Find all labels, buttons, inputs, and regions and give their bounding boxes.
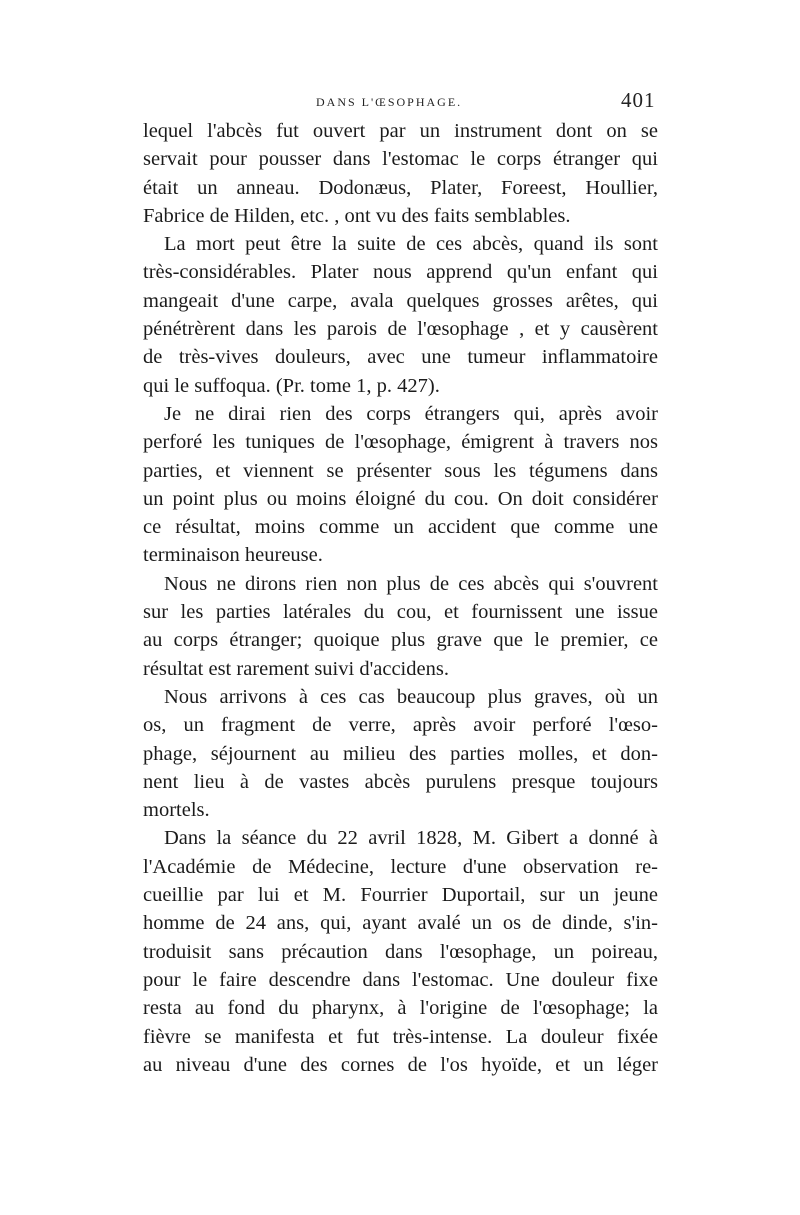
text-line: terminaison heureuse. [143,544,323,567]
text-line: l'Académie de Médecine, lecture d'une observation re- [143,855,658,878]
text-line: Je ne dirai rien des corps étrangers qui, après avoir [164,402,658,425]
text-line: perforé les tuniques de l'œsophage, émigrent à travers nos [143,431,658,454]
text-line: resta au fond du pharynx, à l'origine de l'œsophage; la [143,997,658,1020]
text-line: lequel l'abcès fut ouvert par un instrument dont on se [143,120,658,142]
text-line: os, un fragment de verre, après avoir perforé l'œso- [143,714,658,737]
text-line: était un anneau. Dodonæus, Plater, Foreest, Houllier, [143,176,658,199]
text-line: mangeait d'une carpe, avala quelques grosses arêtes, qui [143,289,658,312]
text-line: Dans la séance du 22 avril 1828, M. Gibert a donné à [164,827,658,850]
text-line: cueillie par lui et M. Fourrier Duportail, sur un jeune [143,884,658,907]
text-line: Fabrice de Hilden, etc. , ont vu des faits semblables. [143,204,571,227]
text-line: homme de 24 ans, qui, ayant avalé un os de dinde, s'in- [143,912,658,935]
text-line: phage, séjournent au milieu des parties molles, et don- [143,742,658,765]
text-line: fièvre se manifesta et fut très-intense. La douleur fixée [143,1025,658,1048]
text-line: sur les parties latérales du cou, et fournissent une issue [143,601,658,624]
text-line: très-considérables. Plater nous apprend qu'un enfant qui [143,261,658,284]
text-line: de très-vives douleurs, avec une tumeur inflammatoire [143,346,658,369]
page-number: 401 [621,88,656,112]
text-line: qui le suffoqua. (Pr. tome 1, p. 427). [143,374,440,397]
text-line: mortels. [143,799,210,822]
text-line: troduisit sans précaution dans l'œsophage, un poireau, [143,940,658,963]
text-line: au niveau d'une des cornes de l'os hyoïde, et un léger [143,1053,658,1076]
text-line: au corps étranger; quoique plus grave que le premier, ce [143,629,658,652]
text-line: Nous ne dirons rien non plus de ces abcès qui s'ouvrent [164,572,658,595]
text-line: résultat est rarement suivi d'accidens. [143,657,449,680]
text-line: La mort peut être la suite de ces abcès, quand ils sont [164,233,658,256]
text-line: ce résultat, moins comme un accident que comme une [143,516,658,539]
text-line: servait pour pousser dans l'estomac le corps étranger qui [143,148,658,171]
text-line: parties, et viennent se présenter sous les tégumens dans [143,459,658,482]
text-line: pour le faire descendre dans l'estomac. Une douleur fixe [143,968,658,991]
running-title: DANS L'ŒSOPHAGE. [316,95,463,109]
text-line: un point plus ou moins éloigné du cou. On doit considérer [143,487,658,510]
text-line: Nous arrivons à ces cas beaucoup plus graves, où un [164,685,658,708]
text-line: pénétrèrent dans les parois de l'œsophage , et y causèrent [143,318,658,341]
text-line: nent lieu à de vastes abcès purulens presque toujours [143,770,658,793]
body-text [143,117,658,1079]
